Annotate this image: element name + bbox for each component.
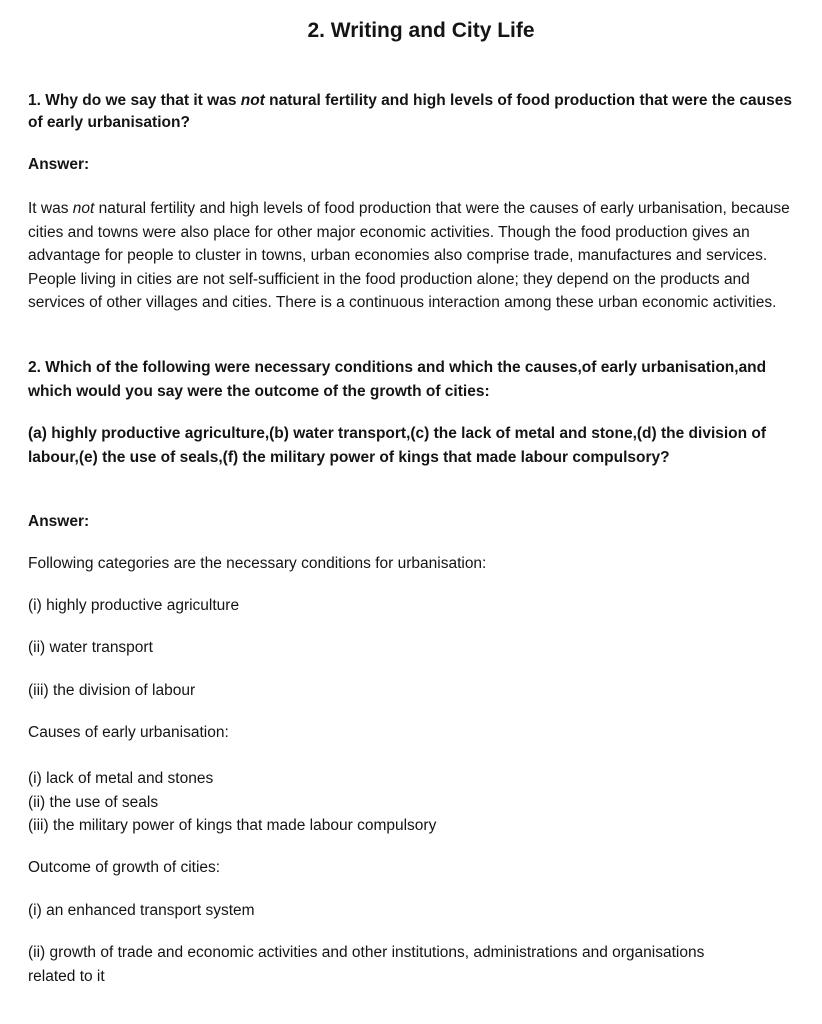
answer-1-text [28,197,798,315]
answer-2-label: Answer: [28,513,90,530]
question-2: 2. Which of the following were necessary conditions and which the causes,of early urbanisation,and which would you say were the outcome of the growth of cities: [28,359,767,400]
answer-1-prefix: It was [28,200,73,217]
cause-item: (ii) the use of seals [28,793,159,811]
outcome-item: (ii) growth of trade and economic activities and other institutions, administrations and organisations related to it [28,944,705,985]
answer-1-label: Answer: [28,156,90,173]
question-1-suffix: natural fertility and high levels of food production that were the causes of early urbanisation? [28,92,792,131]
outcome-heading: Outcome of growth of cities: [28,859,221,876]
cause-item: (iii) the military power of kings that made labour compulsory [28,817,437,834]
page-title: 2. Writing and City Life [307,19,535,42]
causes-list [28,767,436,838]
question-1-emphasis: not [240,92,265,109]
conditions-heading: Following categories are the necessary conditions for urbanisation: [28,555,487,572]
cause-item: (i) lack of metal and stones [28,770,214,787]
question-1 [28,90,798,134]
condition-item: (i) highly productive agriculture [28,597,240,614]
outcome-item: (i) an enhanced transport system [28,902,255,919]
causes-heading: Causes of early urbanisation: [28,724,229,741]
question-1-prefix: 1. Why do we say that it was [28,92,241,109]
answer-1-suffix: natural fertility and high levels of food production that were the causes of early urbanisation, because cities and towns were also place for other major economic activities. Though the food production gives an advantage for people to cluster in towns, urban economies also comprise trade, manufactures and services. People living in cities are not self-sufficient in the food production alone; they depend on the products and services of other villages and cities. There is a continuous interaction among these urban economic activities. [28,200,790,311]
answer-1-emphasis: not [72,200,95,217]
question-2-options: (a) highly productive agriculture,(b) water transport,(c) the lack of metal and stone,(d) the division of labour,(e) the use of seals,(f) the military power of kings that made labour compulsory? [28,425,767,466]
condition-item: (ii) water transport [28,639,153,656]
condition-item: (iii) the division of labour [28,682,196,699]
